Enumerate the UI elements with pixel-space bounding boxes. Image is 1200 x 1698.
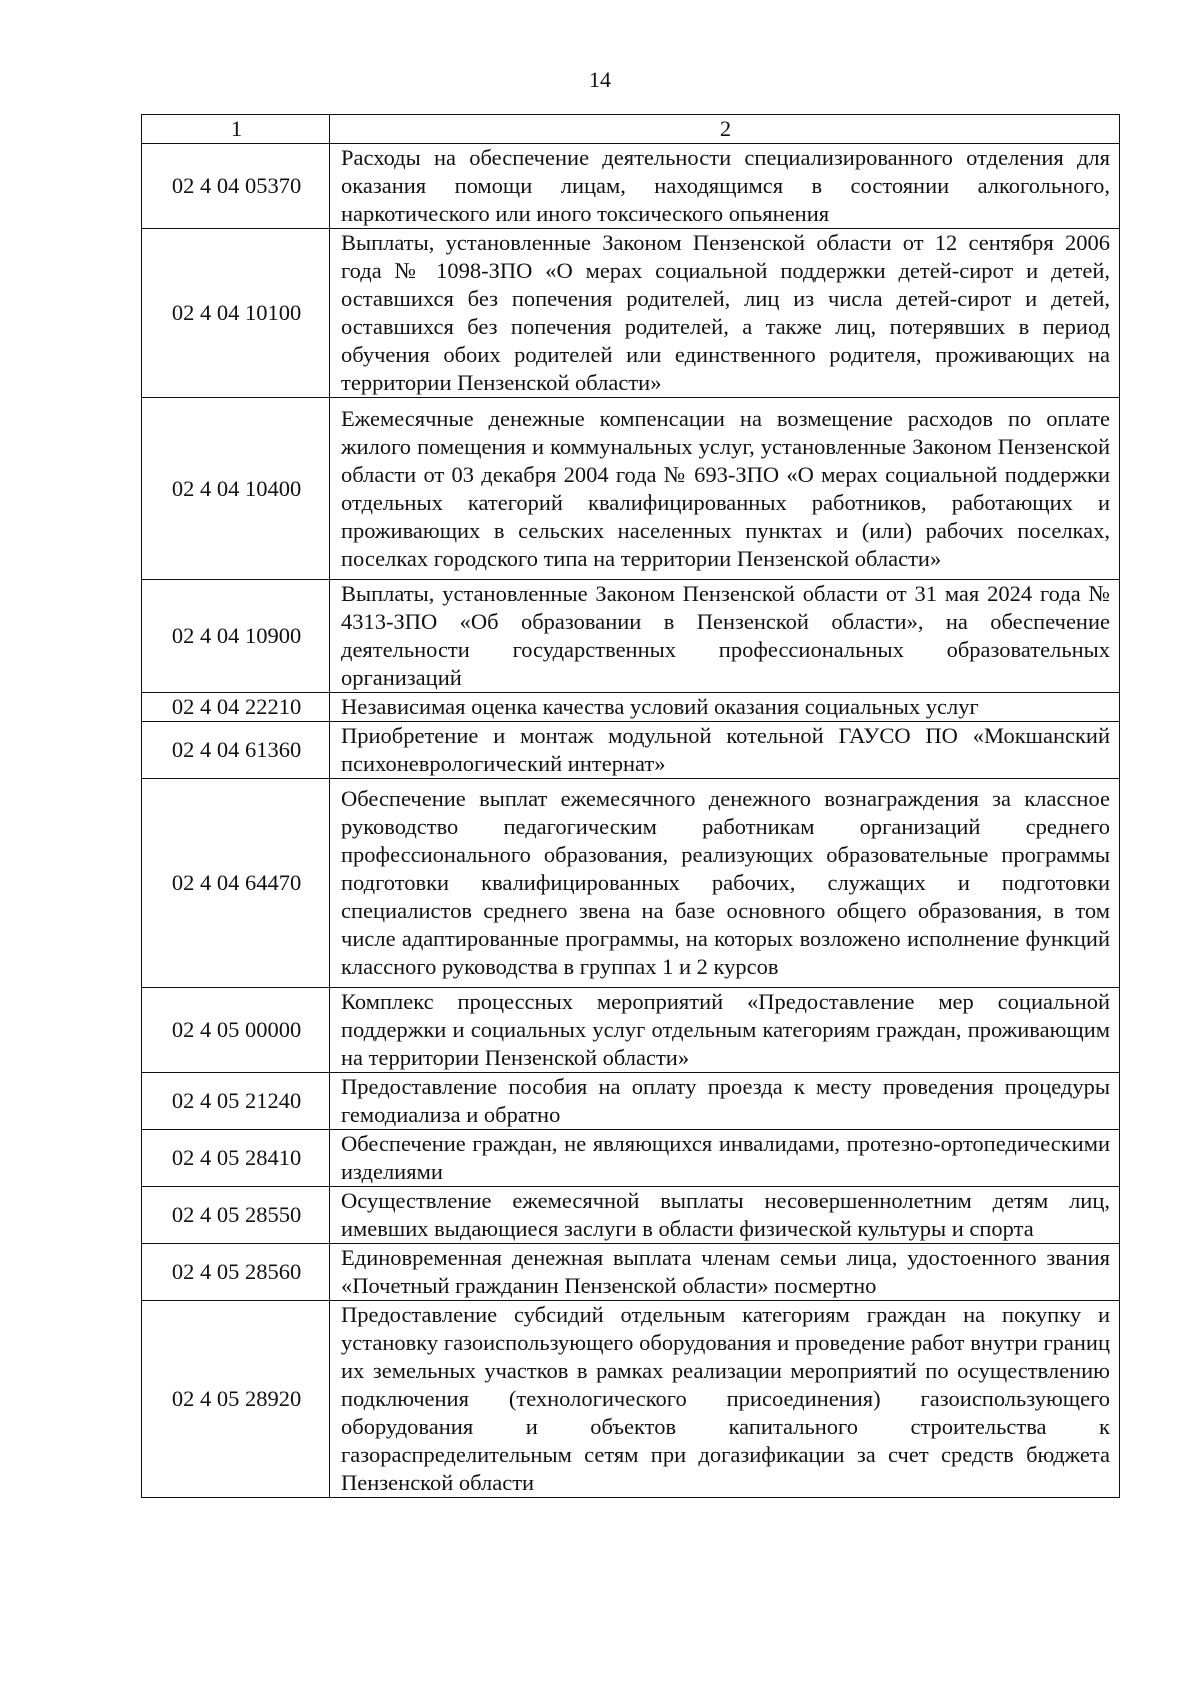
row-code: 02 4 04 61360 [142, 722, 330, 779]
table-row [142, 229, 1120, 398]
table-row [142, 988, 1120, 1073]
column-header-2: 2 [330, 115, 1120, 144]
row-code: 02 4 04 22210 [142, 693, 330, 722]
row-code: 02 4 04 10400 [142, 398, 330, 580]
row-description: Обеспечение выплат ежемесячного денежного вознаграждения за классное руководство педагогическим работникам организаций среднего профессионального образования, реализующих образовательные программы подготовки квалифицированных рабочих, служащих и подготовки специалистов среднего звена на базе основного общего образования, в том числе адаптированные программы, на которых возложено исполнение функций классного руководства в группах 1 и 2 курсов [330, 779, 1120, 988]
row-code: 02 4 04 10900 [142, 580, 330, 693]
table-row [142, 693, 1120, 722]
row-code: 02 4 04 05370 [142, 144, 330, 229]
row-description: Выплаты, установленные Законом Пензенской области от 12 сентября 2006 года № 1098-ЗПО «О мерах социальной поддержки детей-сирот и детей, оставшихся без попечения родителей, лиц из числа детей-сирот и детей, оставшихся без попечения родителей, а также лиц, потерявших в период обучения обоих родителей или единственного родителя, проживающих на территории Пензенской области» [330, 229, 1120, 398]
row-code: 02 4 05 00000 [142, 988, 330, 1073]
row-description: Расходы на обеспечение деятельности специализированного отделения для оказания помощи лицам, находящимся в состоянии алкогольного, наркотического или иного токсического опьянения [330, 144, 1120, 229]
table-row [142, 1244, 1120, 1301]
row-description: Приобретение и монтаж модульной котельной ГАУСО ПО «Мокшанский психоневрологический интернат» [330, 722, 1120, 779]
table-row [142, 779, 1120, 988]
column-header-1: 1 [142, 115, 330, 144]
row-code: 02 4 05 28920 [142, 1301, 330, 1498]
row-description: Осуществление ежемесячной выплаты несовершеннолетним детям лиц, имевших выдающиеся заслуги в области физической культуры и спорта [330, 1187, 1120, 1244]
page-number: 14 [589, 67, 611, 92]
row-code: 02 4 05 28550 [142, 1187, 330, 1244]
row-code: 02 4 05 28560 [142, 1244, 330, 1301]
table-row [142, 398, 1120, 580]
row-description: Комплекс процессных мероприятий «Предоставление мер социальной поддержки и социальных услуг отдельным категориям граждан, проживающим на территории Пензенской области» [330, 988, 1120, 1073]
table-row [142, 144, 1120, 229]
budget-classification-table [141, 114, 1120, 1498]
row-description: Независимая оценка качества условий оказания социальных услуг [330, 693, 1120, 722]
table-row [142, 1187, 1120, 1244]
row-code: 02 4 05 21240 [142, 1073, 330, 1130]
row-description: Обеспечение граждан, не являющихся инвалидами, протезно-ортопедическими изделиями [330, 1130, 1120, 1187]
row-code: 02 4 05 28410 [142, 1130, 330, 1187]
row-code: 02 4 04 10100 [142, 229, 330, 398]
row-description: Ежемесячные денежные компенсации на возмещение расходов по оплате жилого помещения и коммунальных услуг, установленные Законом Пензенской области от 03 декабря 2004 года № 693-ЗПО «О мерах социальной поддержки отдельных категорий квалифицированных работников, работающих и проживающих в сельских населенных пунктах и (или) рабочих поселках, поселках городского типа на территории Пензенской области» [330, 398, 1120, 580]
row-code: 02 4 04 64470 [142, 779, 330, 988]
row-description: Предоставление пособия на оплату проезда к месту проведения процедуры гемодиализа и обратно [330, 1073, 1120, 1130]
table-row [142, 1130, 1120, 1187]
row-description: Предоставление субсидий отдельным категориям граждан на покупку и установку газоиспользующего оборудования и проведение работ внутри границ их земельных участков в рамках реализации мероприятий по осуществлению подключения (технологического присоединения) газоиспользующего оборудования и объектов капитального строительства к газораспределительным сетям при догазификации за счет средств бюджета Пензенской области [330, 1301, 1120, 1498]
table-row [142, 580, 1120, 693]
table-row [142, 722, 1120, 779]
table-row [142, 1301, 1120, 1498]
table-row [142, 1073, 1120, 1130]
row-description: Выплаты, установленные Законом Пензенской области от 31 мая 2024 года № 4313-ЗПО «Об образовании в Пензенской области», на обеспечение деятельности государственных профессиональных образовательных организаций [330, 580, 1120, 693]
row-description: Единовременная денежная выплата членам семьи лица, удостоенного звания «Почетный гражданин Пензенской области» посмертно [330, 1244, 1120, 1301]
table-header-row [142, 115, 1120, 144]
